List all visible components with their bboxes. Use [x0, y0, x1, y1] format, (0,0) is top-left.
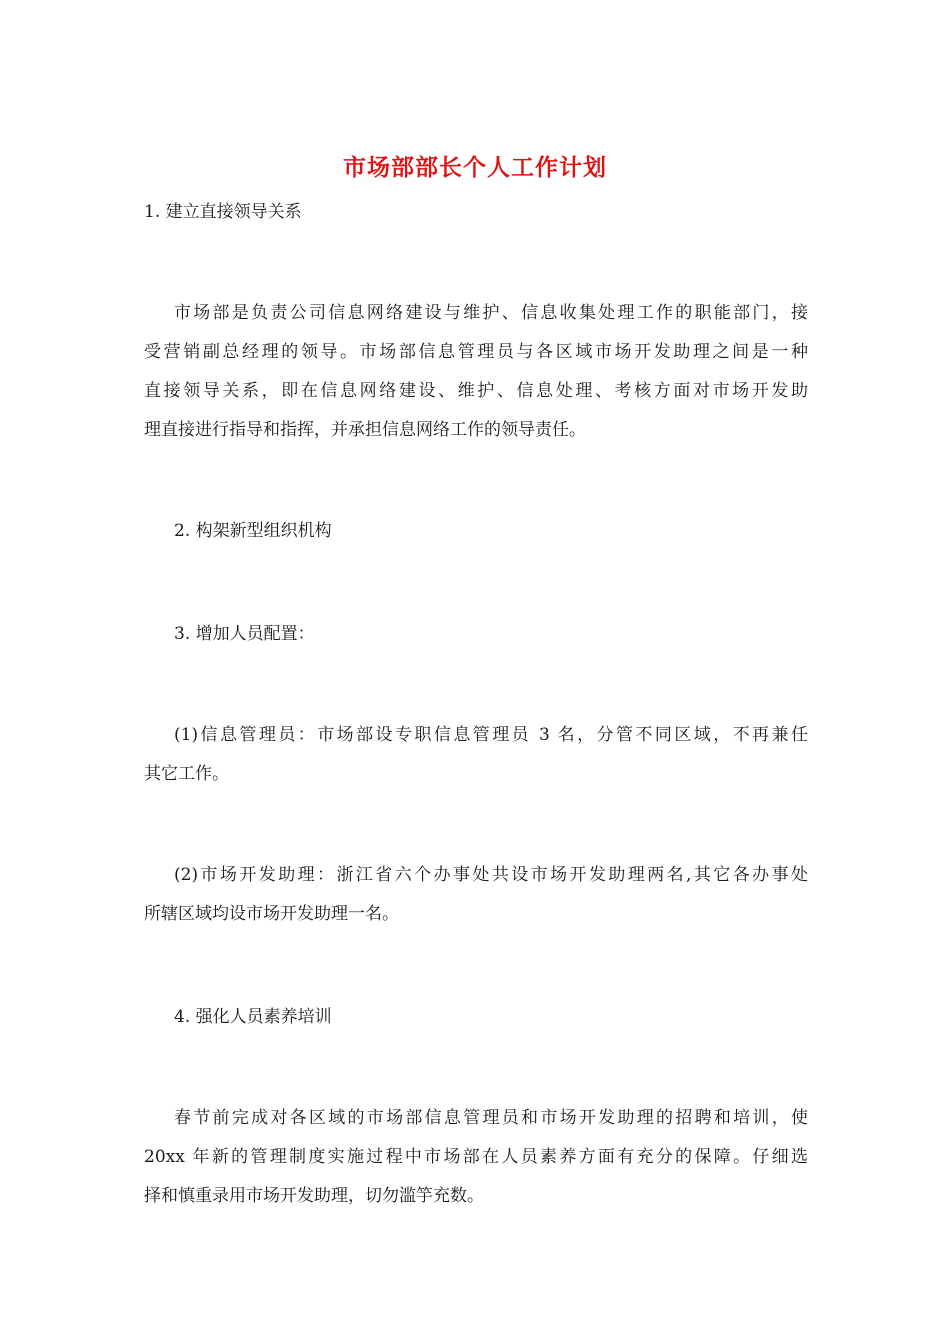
document-title: 市场部部长个人工作计划 — [343, 154, 607, 181]
heading-4: 4. 强化人员素养培训 — [174, 1007, 332, 1027]
paragraph-1-line-2: 受营销副总经理的领导。市场部信息管理员与各区域市场开发助理之间是一种 — [144, 342, 808, 362]
item-1-line-1: (1)信息管理员：市场部设专职信息管理员 3 名，分管不同区域，不再兼任 — [174, 725, 808, 745]
paragraph-4-line-3: 择和慎重录用市场开发助理，切勿滥竽充数。 — [144, 1186, 484, 1206]
paragraph-1-line-3: 直接领导关系，即在信息网络建设、维护、信息处理、考核方面对市场开发助 — [144, 381, 808, 401]
paragraph-4-line-1: 春节前完成对各区域的市场部信息管理员和市场开发助理的招聘和培训，使 — [174, 1108, 808, 1128]
paragraph-1-line-1: 市场部是负责公司信息网络建设与维护、信息收集处理工作的职能部门，接 — [174, 303, 808, 323]
item-2-line-2: 所辖区域均设市场开发助理一名。 — [144, 904, 399, 924]
heading-3: 3. 增加人员配置： — [174, 624, 315, 644]
item-1-line-2: 其它工作。 — [144, 764, 229, 784]
item-2-line-1: (2)市场开发助理：浙江省六个办事处共设市场开发助理两名,其它各办事处 — [174, 865, 808, 885]
heading-2: 2. 构架新型组织机构 — [174, 521, 332, 541]
heading-1: 1. 建立直接领导关系 — [144, 202, 302, 222]
paragraph-4-line-2: 20xx 年新的管理制度实施过程中市场部在人员素养方面有充分的保障。仔细选 — [144, 1147, 808, 1167]
paragraph-1-line-4: 理直接进行指导和指挥，并承担信息网络工作的领导责任。 — [144, 420, 586, 440]
